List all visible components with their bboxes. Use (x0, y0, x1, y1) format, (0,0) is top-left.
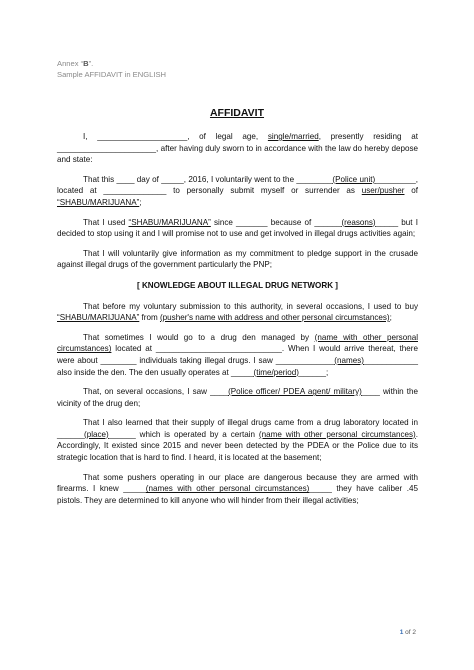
annex-subtitle: Sample AFFIDAVIT in ENGLISH (57, 70, 167, 79)
paragraph-armed-pushers: That some pushers operating in our place are dangerous because they are armed with firearms. I knew _____(names with other personal circumstances)_____ they have caliber .45 pistols. They are determined to kill anyone who will hinder from their illegal activities; (57, 472, 419, 505)
paragraph-usage: That I used “SHABU/MARIJUANA” since _______ because of ______(reasons)_____ but I decided to stop using it and I will promise not to use and get involved in illegal drugs activities again; (57, 217, 418, 239)
annex-line: Annex “B”. (57, 59, 94, 68)
paragraph-surrender: That this ____ day of _____, 2016, I voluntarily went to the ________(Police unit)_________, located at ______________ to personally submit myself or surrender as user/pusher of “SHABU/MARIJUANA”; (57, 174, 419, 207)
section-heading: [ KNOWLEDGE ABOUT ILLEGAL DRUG NETWORK ] (137, 280, 338, 290)
document-title: AFFIDAVIT (209, 107, 265, 119)
paragraph-officers: That, on several occasions, I saw ____(Police officer/ PDEA agent/ military)____ within the vicinity of the drug den; (57, 387, 418, 408)
page-number: 1 of 2 (399, 629, 416, 636)
paragraph-commitment: That I will voluntarily give information as my commitment to pledge support in the crusade against illegal drugs of the government particularly the PNP; (57, 248, 418, 270)
document-body (57, 131, 418, 514)
paragraph-purchases: That before my voluntary submission to this authority, in several occasions, I used to buy “SHABU/MARIJUANA” from (pusher's name with address and other personal circumstances); (57, 301, 418, 323)
annex-header (57, 58, 166, 80)
paragraph-laboratory: That I also learned that their supply of illegal drugs came from a drug laboratory located in ______(place)______ which is operated by a certain (name with other personal circumstances). Accordingly, It existed since 2015 and never been detected by the PDEA or the Police due to its strategic location that is hard to find. I heard, it is located at the basement; (57, 418, 418, 463)
paragraph-drug-den: That sometimes I would go to a drug den managed by (name with other personal circumstances) located at ____________________________. When I would arrive thereat, there were about ________ individuals taking illegal drugs. I saw _____________(names)____________ also inside the den. The den usually operates at _____(time/period)______; (57, 332, 418, 377)
paragraph-identity: I, ____________________, of legal age, single/married, presently residing at ______________________, after having duly sworn to in accordance with the law do hereby depose and state: (57, 132, 418, 165)
annex-letter: B (83, 59, 89, 68)
